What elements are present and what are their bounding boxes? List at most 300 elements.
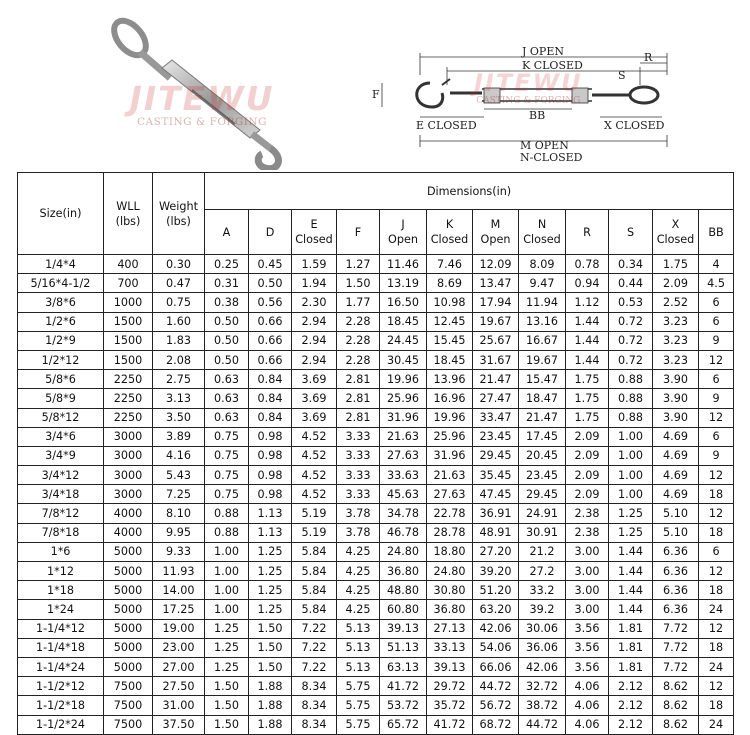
table-cell: 12 <box>699 350 734 369</box>
table-cell: 6 <box>699 370 734 389</box>
table-cell: 3.33 <box>337 466 380 485</box>
table-cell: 1.44 <box>609 600 653 619</box>
table-cell: 7/8*18 <box>18 523 104 542</box>
table-cell: 9 <box>699 331 734 350</box>
table-cell: 8.09 <box>519 255 566 274</box>
table-cell: 18 <box>699 696 734 715</box>
table-cell: 5.10 <box>653 504 699 523</box>
table-cell: 36.06 <box>519 638 566 657</box>
table-cell: 2.94 <box>292 312 337 331</box>
table-cell: 36.91 <box>473 504 519 523</box>
table-cell: 3/4*9 <box>18 446 104 465</box>
table-row <box>18 696 734 715</box>
table-cell: 1.75 <box>566 370 609 389</box>
table-cell: 1.75 <box>566 408 609 427</box>
table-cell: 1500 <box>104 350 153 369</box>
table-cell: 3.90 <box>653 370 699 389</box>
table-cell: 23.45 <box>519 466 566 485</box>
table-cell: 7.72 <box>653 657 699 676</box>
table-cell: 8.10 <box>153 504 205 523</box>
table-row <box>18 255 734 274</box>
table-cell: 1.00 <box>609 446 653 465</box>
table-cell: 1-1/4*12 <box>18 619 104 638</box>
table-cell: 4.06 <box>566 677 609 696</box>
table-cell: 6.36 <box>653 542 699 561</box>
table-cell: 27.63 <box>427 485 473 504</box>
header-dim-letter: M <box>490 218 501 231</box>
table-row <box>18 427 734 446</box>
table-cell: 3.69 <box>292 408 337 427</box>
table-cell: 16.50 <box>380 293 427 312</box>
table-cell: 45.63 <box>380 485 427 504</box>
table-cell: 4.69 <box>653 485 699 504</box>
table-cell: 0.75 <box>205 446 249 465</box>
table-cell: 1.88 <box>249 696 292 715</box>
table-cell: 2.75 <box>153 370 205 389</box>
table-cell: 5.84 <box>292 600 337 619</box>
table-cell: 1.13 <box>249 523 292 542</box>
table-cell: 41.72 <box>427 715 473 734</box>
table-cell: 1500 <box>104 331 153 350</box>
table-cell: 3000 <box>104 466 153 485</box>
table-cell: 0.98 <box>249 427 292 446</box>
table-cell: 0.44 <box>609 274 653 293</box>
table-cell: 29.45 <box>519 485 566 504</box>
table-row <box>18 312 734 331</box>
table-cell: 3.33 <box>337 485 380 504</box>
table-cell: 29.72 <box>427 677 473 696</box>
table-cell: 1.25 <box>249 562 292 581</box>
header-wll: WLL (lbs) <box>104 173 153 255</box>
table-cell: 4.52 <box>292 485 337 504</box>
table-cell: 1.75 <box>653 255 699 274</box>
table-cell: 12 <box>699 466 734 485</box>
table-cell: 17.45 <box>519 427 566 446</box>
table-cell: 0.88 <box>609 408 653 427</box>
table-cell: 1/2*6 <box>18 312 104 331</box>
table-cell: 4.25 <box>337 581 380 600</box>
table-cell: 24 <box>699 715 734 734</box>
table-row <box>18 562 734 581</box>
header-dim-closed <box>292 210 337 255</box>
header-weight: Weight (lbs) <box>153 173 205 255</box>
table-cell: 56.72 <box>473 696 519 715</box>
header-dim-closed <box>653 210 699 255</box>
table-row <box>18 466 734 485</box>
table-cell: 47.45 <box>473 485 519 504</box>
table-cell: 42.06 <box>519 657 566 676</box>
table-cell: 5.84 <box>292 562 337 581</box>
table-cell: 1.00 <box>609 427 653 446</box>
table-cell: 0.98 <box>249 466 292 485</box>
table-cell: 0.50 <box>205 350 249 369</box>
table-row <box>18 331 734 350</box>
table-cell: 2.09 <box>566 427 609 446</box>
header-dim-closed <box>519 210 566 255</box>
table-row <box>18 542 734 561</box>
table-cell: 3.33 <box>337 446 380 465</box>
table-row <box>18 677 734 696</box>
table-cell: 4.69 <box>653 466 699 485</box>
table-cell: 9.95 <box>153 523 205 542</box>
header-dim-letter: N <box>537 218 547 231</box>
table-cell: 31.67 <box>473 350 519 369</box>
turnbuckle-spec-table <box>17 172 734 735</box>
table-cell: 22.78 <box>427 504 473 523</box>
table-cell: 30.80 <box>427 581 473 600</box>
label-s: S <box>618 69 626 82</box>
table-cell: 4000 <box>104 523 153 542</box>
table-row <box>18 370 734 389</box>
table-cell: 0.45 <box>249 255 292 274</box>
table-cell: 1-1/2*18 <box>18 696 104 715</box>
table-cell: 8.62 <box>653 715 699 734</box>
table-cell: 0.98 <box>249 446 292 465</box>
table-cell: 1.60 <box>153 312 205 331</box>
table-cell: 30.06 <box>519 619 566 638</box>
table-cell: 4.25 <box>337 562 380 581</box>
table-cell: 1.44 <box>566 312 609 331</box>
table-cell: 24.80 <box>380 542 427 561</box>
table-cell: 39.20 <box>473 562 519 581</box>
table-cell: 9.33 <box>153 542 205 561</box>
table-cell: 54.06 <box>473 638 519 657</box>
table-cell: 24.91 <box>519 504 566 523</box>
table-cell: 5000 <box>104 542 153 561</box>
table-cell: 44.72 <box>473 677 519 696</box>
table-cell: 1-1/4*24 <box>18 657 104 676</box>
table-cell: 24 <box>699 600 734 619</box>
table-cell: 35.45 <box>473 466 519 485</box>
table-cell: 8.34 <box>292 677 337 696</box>
table-cell: 4.25 <box>337 600 380 619</box>
table-cell: 4.06 <box>566 715 609 734</box>
header-dim-label: A <box>222 225 231 239</box>
table-cell: 63.13 <box>380 657 427 676</box>
table-cell: 7500 <box>104 696 153 715</box>
table-cell: 2250 <box>104 370 153 389</box>
table-cell: 30.91 <box>519 523 566 542</box>
table-cell: 15.47 <box>519 370 566 389</box>
table-cell: 60.80 <box>380 600 427 619</box>
table-cell: 5.84 <box>292 542 337 561</box>
header-dim-open <box>380 210 427 255</box>
table-cell: 5000 <box>104 657 153 676</box>
table-cell: 36.80 <box>380 562 427 581</box>
table-cell: 18 <box>699 581 734 600</box>
header-dim-letter: X <box>671 218 680 231</box>
table-cell: 68.72 <box>473 715 519 734</box>
table-cell: 1*6 <box>18 542 104 561</box>
table-cell: 7500 <box>104 715 153 734</box>
table-cell: 1.59 <box>292 255 337 274</box>
table-cell: 28.78 <box>427 523 473 542</box>
table-row <box>18 523 734 542</box>
table-cell: 21.47 <box>519 408 566 427</box>
table-cell: 8.69 <box>427 274 473 293</box>
header-dim-d <box>249 210 292 255</box>
table-cell: 2.28 <box>337 331 380 350</box>
table-cell: 39.13 <box>380 619 427 638</box>
table-cell: 0.63 <box>205 370 249 389</box>
table-cell: 27.20 <box>473 542 519 561</box>
table-cell: 0.47 <box>153 274 205 293</box>
header-dim-label: D <box>265 225 275 239</box>
table-cell: 7500 <box>104 677 153 696</box>
table-row <box>18 638 734 657</box>
table-cell: 0.34 <box>609 255 653 274</box>
table-row <box>18 619 734 638</box>
table-cell: 3.78 <box>337 523 380 542</box>
table-cell: 3/8*6 <box>18 293 104 312</box>
table-cell: 0.88 <box>205 504 249 523</box>
table-cell: 1.88 <box>249 715 292 734</box>
table-cell: 19.67 <box>473 312 519 331</box>
table-cell: 6 <box>699 542 734 561</box>
table-cell: 23.00 <box>153 638 205 657</box>
table-cell: 3.13 <box>153 389 205 408</box>
table-cell: 36.80 <box>427 600 473 619</box>
table-cell: 1.44 <box>566 350 609 369</box>
table-cell: 4.52 <box>292 427 337 446</box>
table-cell: 1.44 <box>566 331 609 350</box>
table-cell: 0.66 <box>249 312 292 331</box>
header-dim-bb <box>699 210 734 255</box>
table-cell: 3/4*6 <box>18 427 104 446</box>
table-cell: 1.25 <box>249 542 292 561</box>
table-cell: 18.47 <box>519 389 566 408</box>
table-cell: 1*24 <box>18 600 104 619</box>
table-row <box>18 600 734 619</box>
table-cell: 1/4*4 <box>18 255 104 274</box>
table-cell: 2.30 <box>292 293 337 312</box>
table-cell: 10.98 <box>427 293 473 312</box>
table-cell: 1.44 <box>609 562 653 581</box>
table-cell: 1.50 <box>249 638 292 657</box>
table-cell: 0.25 <box>205 255 249 274</box>
table-cell: 12.09 <box>473 255 519 274</box>
table-cell: 2.09 <box>566 485 609 504</box>
diagram-watermark-tagline: CASTING & FORGING <box>476 96 581 106</box>
label-r: R <box>644 51 653 64</box>
table-cell: 5.13 <box>337 638 380 657</box>
table-row <box>18 446 734 465</box>
table-cell: 1*12 <box>18 562 104 581</box>
table-cell: 0.50 <box>249 274 292 293</box>
table-cell: 2.94 <box>292 350 337 369</box>
table-cell: 0.84 <box>249 389 292 408</box>
table-cell: 18.45 <box>380 312 427 331</box>
table-cell: 11.46 <box>380 255 427 274</box>
table-cell: 0.88 <box>609 389 653 408</box>
table-cell: 3.78 <box>337 504 380 523</box>
table-cell: 46.78 <box>380 523 427 542</box>
table-cell: 0.75 <box>153 293 205 312</box>
table-cell: 1.77 <box>337 293 380 312</box>
table-cell: 1.00 <box>205 562 249 581</box>
table-cell: 12 <box>699 408 734 427</box>
table-cell: 0.78 <box>566 255 609 274</box>
table-cell: 1.94 <box>292 274 337 293</box>
table-cell: 1.44 <box>609 581 653 600</box>
table-cell: 19.67 <box>519 350 566 369</box>
table-cell: 1.25 <box>205 657 249 676</box>
table-cell: 13.16 <box>519 312 566 331</box>
table-cell: 0.84 <box>249 408 292 427</box>
table-cell: 27.00 <box>153 657 205 676</box>
table-row <box>18 350 734 369</box>
table-cell: 2.12 <box>609 677 653 696</box>
table-cell: 2.09 <box>653 274 699 293</box>
table-cell: 27.2 <box>519 562 566 581</box>
table-cell: 63.20 <box>473 600 519 619</box>
table-cell: 12.45 <box>427 312 473 331</box>
table-cell: 1.50 <box>249 657 292 676</box>
table-cell: 14.00 <box>153 581 205 600</box>
table-cell: 9 <box>699 389 734 408</box>
table-cell: 3.90 <box>653 389 699 408</box>
table-cell: 13.96 <box>427 370 473 389</box>
table-cell: 44.72 <box>519 715 566 734</box>
table-cell: 1.00 <box>609 466 653 485</box>
table-cell: 4.52 <box>292 446 337 465</box>
table-cell: 3000 <box>104 446 153 465</box>
table-cell: 16.67 <box>519 331 566 350</box>
table-cell: 2.28 <box>337 312 380 331</box>
label-j-open: J OPEN <box>522 45 564 58</box>
table-cell: 0.84 <box>249 370 292 389</box>
table-cell: 7.72 <box>653 619 699 638</box>
table-cell: 51.13 <box>380 638 427 657</box>
table-cell: 2.81 <box>337 370 380 389</box>
table-cell: 5.19 <box>292 523 337 542</box>
table-cell: 0.30 <box>153 255 205 274</box>
table-cell: 7.25 <box>153 485 205 504</box>
label-n-closed: N-CLOSED <box>520 151 583 164</box>
header-dim-closed <box>427 210 473 255</box>
table-cell: 5/16*4-1/2 <box>18 274 104 293</box>
table-cell: 0.38 <box>205 293 249 312</box>
watermark-brand: JITEWU <box>129 79 275 118</box>
table-cell: 4.5 <box>699 274 734 293</box>
table-cell: 19.96 <box>427 408 473 427</box>
table-cell: 21.63 <box>427 466 473 485</box>
brand-watermark <box>112 79 292 128</box>
table-cell: 1.50 <box>205 677 249 696</box>
table-cell: 5/8*9 <box>18 389 104 408</box>
table-cell: 7.22 <box>292 638 337 657</box>
table-cell: 1-1/2*24 <box>18 715 104 734</box>
table-cell: 1/2*12 <box>18 350 104 369</box>
label-k-closed: K CLOSED <box>522 59 583 72</box>
table-cell: 21.63 <box>380 427 427 446</box>
table-row <box>18 657 734 676</box>
table-cell: 4.69 <box>653 427 699 446</box>
table-cell: 3000 <box>104 427 153 446</box>
table-cell: 42.06 <box>473 619 519 638</box>
diagram-watermark-brand: JITEWU <box>474 69 583 97</box>
table-cell: 8.62 <box>653 696 699 715</box>
table-cell: 41.72 <box>380 677 427 696</box>
table-cell: 0.88 <box>205 523 249 542</box>
table-row <box>18 581 734 600</box>
table-cell: 21.47 <box>473 370 519 389</box>
label-m-open: M OPEN <box>520 139 569 152</box>
table-cell: 2.09 <box>566 446 609 465</box>
table-cell: 35.72 <box>427 696 473 715</box>
table-cell: 5.43 <box>153 466 205 485</box>
table-cell: 8.34 <box>292 696 337 715</box>
label-f: F <box>372 88 380 101</box>
table-cell: 0.63 <box>205 408 249 427</box>
table-cell: 2.38 <box>566 523 609 542</box>
table-cell: 1.13 <box>249 504 292 523</box>
table-row <box>18 715 734 734</box>
table-cell: 3.33 <box>337 427 380 446</box>
header-dim-letter: K <box>445 218 454 231</box>
table-cell: 1.25 <box>205 619 249 638</box>
header-dim-label: Open <box>388 233 418 246</box>
table-cell: 1*18 <box>18 581 104 600</box>
table-cell: 6.36 <box>653 600 699 619</box>
table-cell: 2250 <box>104 408 153 427</box>
table-cell: 33.47 <box>473 408 519 427</box>
table-cell: 24.80 <box>427 562 473 581</box>
table-cell: 12 <box>699 619 734 638</box>
table-cell: 3.00 <box>566 542 609 561</box>
table-cell: 33.13 <box>427 638 473 657</box>
table-cell: 0.53 <box>609 293 653 312</box>
table-cell: 1.25 <box>249 600 292 619</box>
table-cell: 5.13 <box>337 657 380 676</box>
table-cell: 4.69 <box>653 446 699 465</box>
table-cell: 18 <box>699 523 734 542</box>
header-dim-label: Open <box>480 233 511 246</box>
table-cell: 2.81 <box>337 389 380 408</box>
table-cell: 4.25 <box>337 542 380 561</box>
table-cell: 1.27 <box>337 255 380 274</box>
table-cell: 6.36 <box>653 562 699 581</box>
table-cell: 700 <box>104 274 153 293</box>
table-cell: 24 <box>699 657 734 676</box>
table-cell: 5.84 <box>292 581 337 600</box>
table-cell: 3/4*18 <box>18 485 104 504</box>
table-cell: 13.19 <box>380 274 427 293</box>
header-dim-a <box>205 210 249 255</box>
table-cell: 0.94 <box>566 274 609 293</box>
table-cell: 1.00 <box>205 542 249 561</box>
table-cell: 16.96 <box>427 389 473 408</box>
table-cell: 3.69 <box>292 370 337 389</box>
table-cell: 5.75 <box>337 715 380 734</box>
table-cell: 18.80 <box>427 542 473 561</box>
table-cell: 23.45 <box>473 427 519 446</box>
table-cell: 31.96 <box>380 408 427 427</box>
table-cell: 19.00 <box>153 619 205 638</box>
table-cell: 1.75 <box>566 389 609 408</box>
table-cell: 5000 <box>104 619 153 638</box>
table-cell: 9.47 <box>519 274 566 293</box>
table-cell: 53.72 <box>380 696 427 715</box>
table-cell: 0.50 <box>205 312 249 331</box>
header-dim-letter: J <box>401 218 405 231</box>
table-cell: 0.72 <box>609 312 653 331</box>
table-cell: 27.63 <box>380 446 427 465</box>
table-cell: 27.50 <box>153 677 205 696</box>
table-row <box>18 389 734 408</box>
table-cell: 4 <box>699 255 734 274</box>
table-cell: 5.75 <box>337 677 380 696</box>
